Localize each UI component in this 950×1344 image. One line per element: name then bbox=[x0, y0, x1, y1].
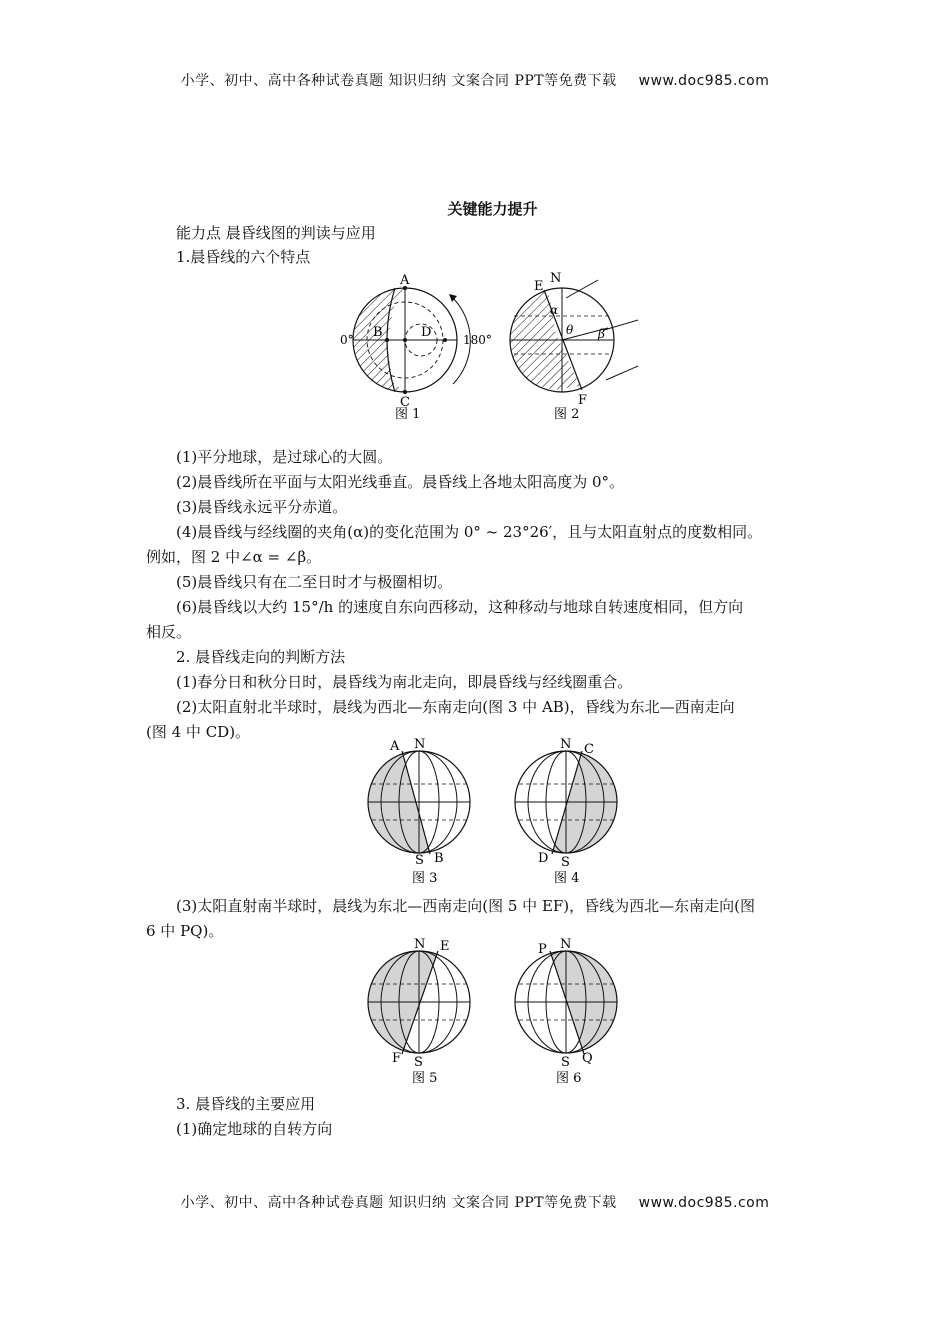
fig5-label-N: N bbox=[414, 937, 426, 952]
method-2-cont: (图 4 中 CD)。 bbox=[146, 723, 251, 741]
feature-5: (5)晨昏线只有在二至日时才与极圈相切。 bbox=[176, 573, 453, 591]
application-1: (1)确定地球的自转方向 bbox=[176, 1120, 333, 1138]
fig1-label-0: 0° bbox=[340, 333, 354, 347]
header-text: 小学、初中、高中各种试卷真题 知识归纳 文案合同 PPT等免费下载 bbox=[180, 73, 617, 89]
feature-6-cont: 相反。 bbox=[146, 623, 192, 641]
fig4-label-C: C bbox=[584, 742, 594, 757]
fig2-label-N: N bbox=[550, 271, 562, 286]
fig5-label-E: E bbox=[440, 939, 450, 954]
feature-1: (1)平分地球，是过球心的大圆。 bbox=[176, 448, 393, 466]
fig4-label-N: N bbox=[560, 737, 572, 752]
feature-6: (6)晨昏线以大约 15°/h 的速度自东向西移动，这种移动与地球自转速度相同，但方向 bbox=[176, 598, 744, 616]
fig2-sun-ray-3 bbox=[606, 366, 638, 380]
fig1-label-A: A bbox=[400, 273, 410, 288]
fig1-label-180: 180° bbox=[463, 333, 492, 347]
section-3-heading: 3. 晨昏线的主要应用 bbox=[176, 1095, 316, 1113]
footer-text: 小学、初中、高中各种试卷真题 知识归纳 文案合同 PPT等免费下载 bbox=[180, 1195, 617, 1211]
page-header bbox=[0, 70, 950, 90]
figure-4 bbox=[506, 736, 626, 888]
fig1-label-C: C bbox=[400, 395, 410, 410]
heading: 能力点 晨昏线图的判读与应用 bbox=[176, 224, 376, 242]
feature-4-example: 例如，图 2 中∠α = ∠β。 bbox=[146, 548, 322, 566]
fig3-label-N: N bbox=[414, 737, 426, 752]
fig4-caption: 图 4 bbox=[554, 871, 580, 886]
method-3: (3)太阳直射南半球时，晨线为东北—西南走向(图 5 中 EF)，昏线为西北—东南走向(图 bbox=[176, 897, 756, 915]
figure-1 bbox=[335, 272, 495, 424]
fig5-label-F: F bbox=[392, 1051, 402, 1066]
figure-6 bbox=[506, 936, 626, 1088]
figure-5 bbox=[362, 936, 482, 1088]
feature-3: (3)晨昏线永远平分赤道。 bbox=[176, 498, 348, 516]
method-2: (2)太阳直射北半球时，晨线为西北—东南走向(图 3 中 AB)，昏线为东北—西南走向 bbox=[176, 698, 735, 716]
fig6-caption: 图 6 bbox=[556, 1071, 582, 1086]
footer-url[interactable]: www.doc985.com bbox=[638, 1195, 770, 1211]
fig2-label-theta: θ bbox=[566, 323, 574, 337]
fig1-caption: 图 1 bbox=[395, 407, 421, 422]
fig2-label-E: E bbox=[534, 279, 544, 294]
fig1-label-B: B bbox=[373, 325, 383, 340]
fig5-label-S: S bbox=[414, 1055, 423, 1070]
fig4-label-S: S bbox=[561, 855, 570, 870]
fig6-label-P: P bbox=[538, 942, 547, 957]
fig3-label-S: S bbox=[415, 853, 424, 868]
fig3-caption: 图 3 bbox=[412, 871, 438, 886]
fig6-label-S: S bbox=[561, 1055, 570, 1070]
fig2-label-alpha: α bbox=[550, 303, 559, 317]
method-1: (1)春分日和秋分日时，晨昏线为南北走向，即晨昏线与经线圈重合。 bbox=[176, 673, 633, 691]
feature-2: (2)晨昏线所在平面与太阳光线垂直。晨昏线上各地太阳高度为 0°。 bbox=[176, 473, 625, 491]
header-url[interactable]: www.doc985.com bbox=[638, 73, 770, 89]
fig2-sun-ray-2 bbox=[604, 320, 638, 330]
fig1-label-D: D bbox=[421, 325, 432, 340]
fig2-caption: 图 2 bbox=[554, 407, 580, 422]
section-1-heading: 1.晨昏线的六个特点 bbox=[176, 248, 311, 266]
fig2-label-beta: β bbox=[598, 327, 605, 341]
fig3-label-A: A bbox=[390, 739, 400, 754]
fig2-label-F: F bbox=[578, 393, 588, 408]
figure-3 bbox=[362, 736, 482, 888]
fig6-label-Q: Q bbox=[582, 1051, 593, 1066]
fig2-night-hatch bbox=[510, 288, 580, 390]
feature-4: (4)晨昏线与经线圈的夹角(α)的变化范围为 0° ~ 23°26′，且与太阳直射点的度数相同。 bbox=[176, 523, 763, 541]
page-footer bbox=[0, 1192, 950, 1212]
fig6-label-N: N bbox=[560, 937, 572, 952]
figure-2 bbox=[500, 268, 650, 424]
section-title: 关键能力提升 bbox=[447, 200, 538, 218]
fig5-caption: 图 5 bbox=[412, 1071, 438, 1086]
section-2-heading: 2. 晨昏线走向的判断方法 bbox=[176, 648, 346, 666]
method-3-cont: 6 中 PQ)。 bbox=[146, 922, 224, 940]
fig4-label-D: D bbox=[538, 851, 549, 866]
fig3-label-B: B bbox=[434, 851, 444, 866]
